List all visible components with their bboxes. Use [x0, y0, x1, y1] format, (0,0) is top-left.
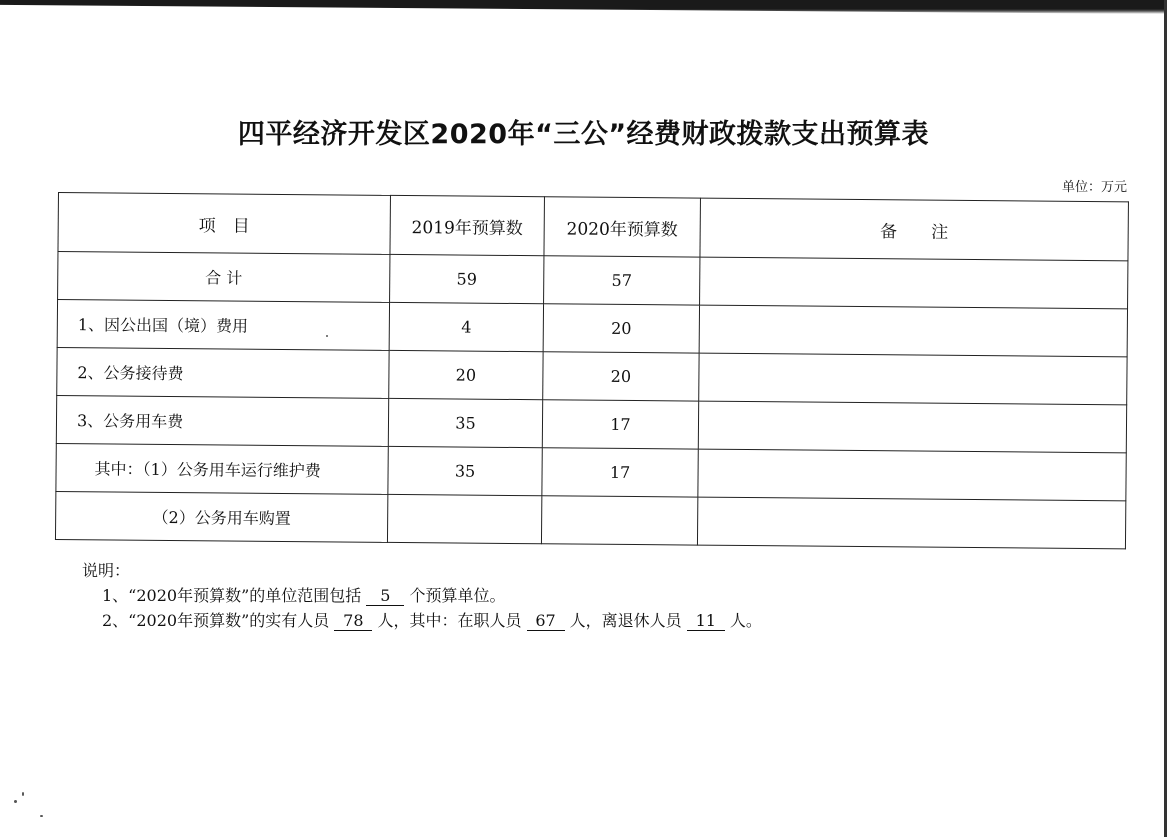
notes-heading: 说明： [82, 561, 131, 580]
row-budget-2019: 35 [388, 446, 542, 495]
row-item: （2）公务用车购置 [55, 491, 387, 542]
row-item: 合 计 [58, 252, 390, 303]
note-1-prefix: 1、“2020年预算数”的单位范围包括 [102, 586, 362, 605]
note-line-1 [82, 583, 762, 608]
note-2-mid-2: 人，离退休人员 [569, 611, 682, 630]
scan-speck [326, 335, 328, 337]
note-2-active-staff: 67 [527, 612, 565, 631]
table-header-row [58, 193, 1128, 261]
row-remarks [699, 353, 1127, 405]
note-line-2 [82, 608, 762, 633]
row-budget-2019: 4 [389, 302, 543, 351]
scan-speck [22, 792, 24, 796]
row-item: 其中：（1）公务用车运行维护费 [56, 443, 388, 494]
row-item: 3、公务用车费 [56, 395, 388, 446]
notes [82, 558, 762, 633]
note-2-mid-1: 人，其中：在职人员 [377, 611, 522, 630]
note-1-unit-count: 5 [366, 587, 404, 606]
row-budget-2019: 20 [389, 350, 543, 399]
row-remarks [699, 305, 1127, 357]
header-budget-2019: 2019年预算数 [390, 195, 545, 255]
row-budget-2020: 57 [544, 256, 700, 305]
header-budget-2020: 2020年预算数 [544, 197, 701, 257]
row-budget-2020: 17 [542, 448, 698, 497]
scan-speck [40, 815, 43, 817]
row-remarks [698, 401, 1126, 453]
row-budget-2019 [387, 494, 541, 543]
row-budget-2019: 35 [388, 398, 542, 447]
row-budget-2019: 59 [390, 254, 544, 303]
header-remarks: 备 注 [700, 198, 1128, 261]
unit-label: 单位：万元 [1061, 180, 1127, 195]
row-remarks [698, 449, 1126, 501]
page-title: 四平经济开发区2020年“三公”经费财政拨款支出预算表 [237, 119, 930, 150]
row-budget-2020: 20 [543, 352, 699, 401]
row-remarks [700, 257, 1128, 309]
note-1-suffix: 个预算单位。 [409, 586, 506, 605]
row-item: 2、公务接待费 [57, 347, 389, 398]
row-item: 1、因公出国（境）费用 [57, 300, 389, 351]
header-item: 项 目 [58, 193, 391, 255]
row-budget-2020 [541, 496, 697, 545]
note-2-suffix: 人。 [729, 611, 762, 630]
note-2-total-staff: 78 [334, 612, 372, 631]
note-2-prefix: 2、“2020年预算数”的实有人员 [102, 611, 330, 630]
row-remarks [697, 497, 1125, 549]
row-budget-2020: 20 [543, 304, 699, 353]
table-row [55, 491, 1125, 548]
scan-top-edge [0, 0, 1167, 14]
budget-table [55, 192, 1129, 549]
scan-speck [14, 800, 17, 803]
row-budget-2020: 17 [542, 400, 698, 449]
note-2-retired-staff: 11 [687, 612, 725, 631]
